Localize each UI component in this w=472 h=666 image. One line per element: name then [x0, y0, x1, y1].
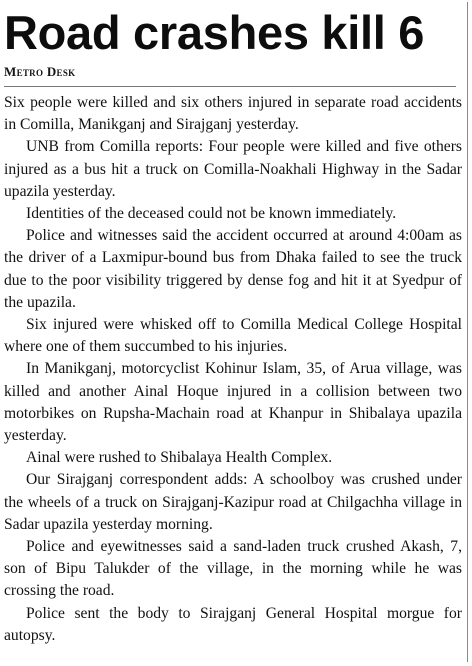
article-paragraph: UNB from Comilla reports: Four people were killed and five others injured as a bus hit a truck on Comilla-Noakhali Highway in the Sadar upazila yesterday.	[4, 138, 462, 200]
article-paragraph: Six people were killed and six others injured in separate road accidents in Comilla, Manikganj and Sirajganj yesterday.	[4, 94, 462, 134]
article-paragraph: Our Sirajganj correspondent adds: A schoolboy was crushed under the wheels of a truck on Sirajganj-Kazipur road at Chilgachha village in Sadar upazila yesterday morning.	[4, 471, 462, 533]
article-paragraph: Police and eyewitnesses said a sand-laden truck crushed Akash, 7, son of Bipu Talukder of the village, in the morning while he was crossing the road.	[4, 538, 462, 600]
article-body	[4, 92, 462, 647]
article-paragraph: Ainal were rushed to Shibalaya Health Complex.	[26, 449, 333, 467]
article-paragraph: Police and witnesses said the accident occurred at around 4:00am as the driver of a Laxmipur-bound bus from Dhaka failed to see the truck due to the poor visibility triggered by dense fog and hit it at Syedpur of the upazila.	[4, 227, 462, 311]
article-paragraph: Police sent the body to Sirajganj General Hospital morgue for autopsy.	[4, 604, 462, 644]
byline-divider	[4, 86, 456, 87]
article-paragraph: Six injured were whisked off to Comilla Medical College Hospital where one of them succumbed to his injuries.	[4, 316, 462, 356]
article-paragraph: In Manikganj, motorcyclist Kohinur Islam, 35, of Arua village, was killed and another Ainal Hoque injured in a collision between two motorbikes on Rupsha-Machain road at Khanpur in Shibalaya upazila yesterday.	[4, 360, 462, 445]
article-paragraph: Identities of the deceased could not be known immediately.	[26, 205, 397, 223]
column-rule	[467, 2, 468, 662]
byline: Metro Desk	[4, 64, 76, 79]
headline: Road crashes kill 6	[4, 6, 425, 59]
